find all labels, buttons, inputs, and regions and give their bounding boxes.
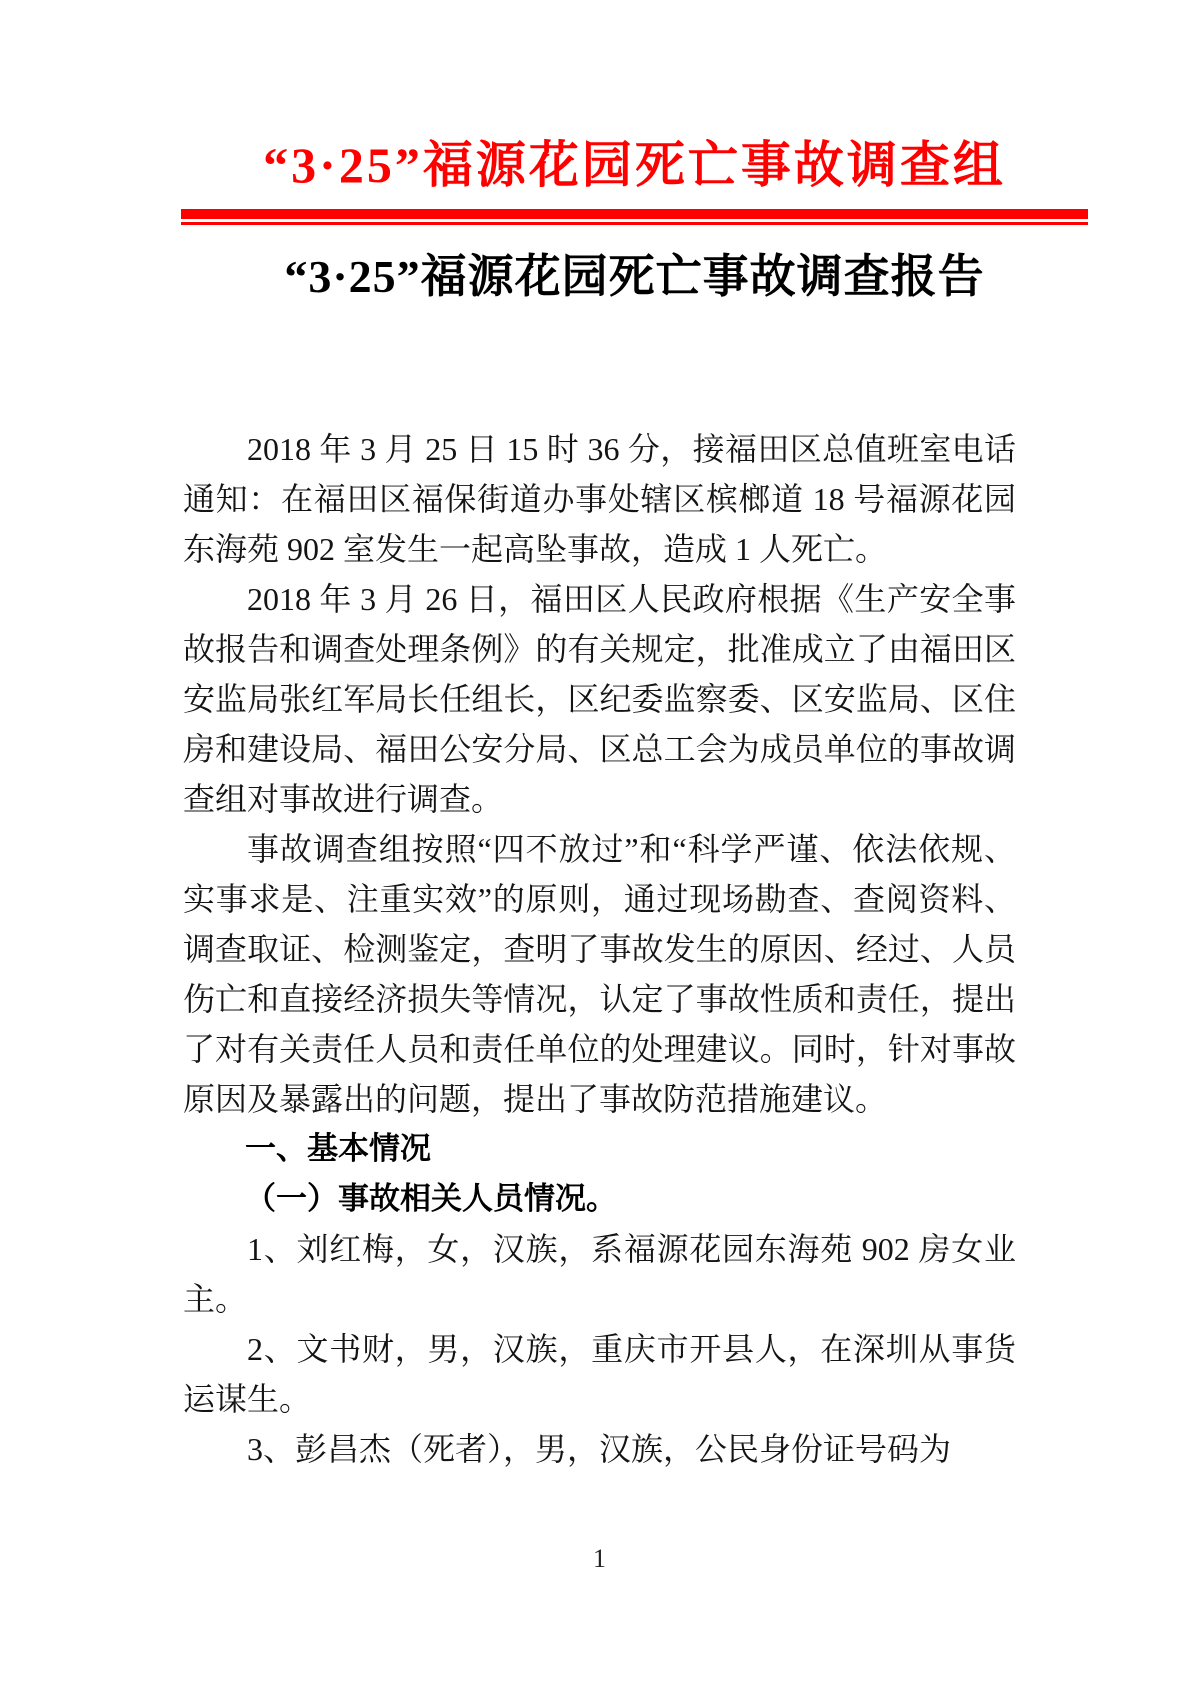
body-paragraph: 1、刘红梅，女，汉族，系福源花园东海苑 902 房女业主。 — [183, 1231, 1016, 1317]
rule-thin-line — [181, 222, 1088, 225]
body-paragraph: 3、彭昌杰（死者），男，汉族，公民身份证号码为 — [247, 1431, 952, 1467]
investigation-group-title: “3·25”福源花园死亡事故调查组 — [263, 137, 1006, 193]
report-header — [181, 132, 1088, 225]
rule-thick-line — [181, 209, 1088, 219]
body-paragraph: 2、文书财，男，汉族，重庆市开县人，在深圳从事货运谋生。 — [183, 1331, 1016, 1417]
page-number: 1 — [593, 1544, 606, 1573]
header-double-rule — [181, 209, 1088, 225]
body-paragraph: 2018 年 3 月 26 日，福田区人民政府根据《生产安全事故报告和调查处理条例》的有关规定，批准成立了由福田区安监局张红军局长任组长，区纪委监察委、区安监局、区住房和建设局、福田公安分局、区总工会为成员单位的事故调查组对事故进行调查。 — [183, 581, 1016, 817]
body-paragraph: 2018 年 3 月 25 日 15 时 36 分，接福田区总值班室电话通知：在福田区福保街道办事处辖区槟榔道 18 号福源花园东海苑 902 室发生一起高坠事故，造成 1 人死亡。 — [183, 431, 1016, 567]
section-heading: 一、基本情况 — [245, 1131, 431, 1166]
document-title: “3·25”福源花园死亡事故调查报告 — [284, 251, 985, 302]
document-body — [183, 424, 1016, 1474]
subsection-heading: （一）事故相关人员情况。 — [245, 1181, 617, 1216]
body-paragraph: 事故调查组按照“四不放过”和“科学严谨、依法依规、实事求是、注重实效”的原则，通过现场勘查、查阅资料、调查取证、检测鉴定，查明了事故发生的原因、经过、人员伤亡和直接经济损失等情况，认定了事故性质和责任，提出了对有关责任人员和责任单位的处理建议。同时，针对事故原因及暴露出的问题，提出了事故防范措施建议。 — [183, 831, 1016, 1117]
